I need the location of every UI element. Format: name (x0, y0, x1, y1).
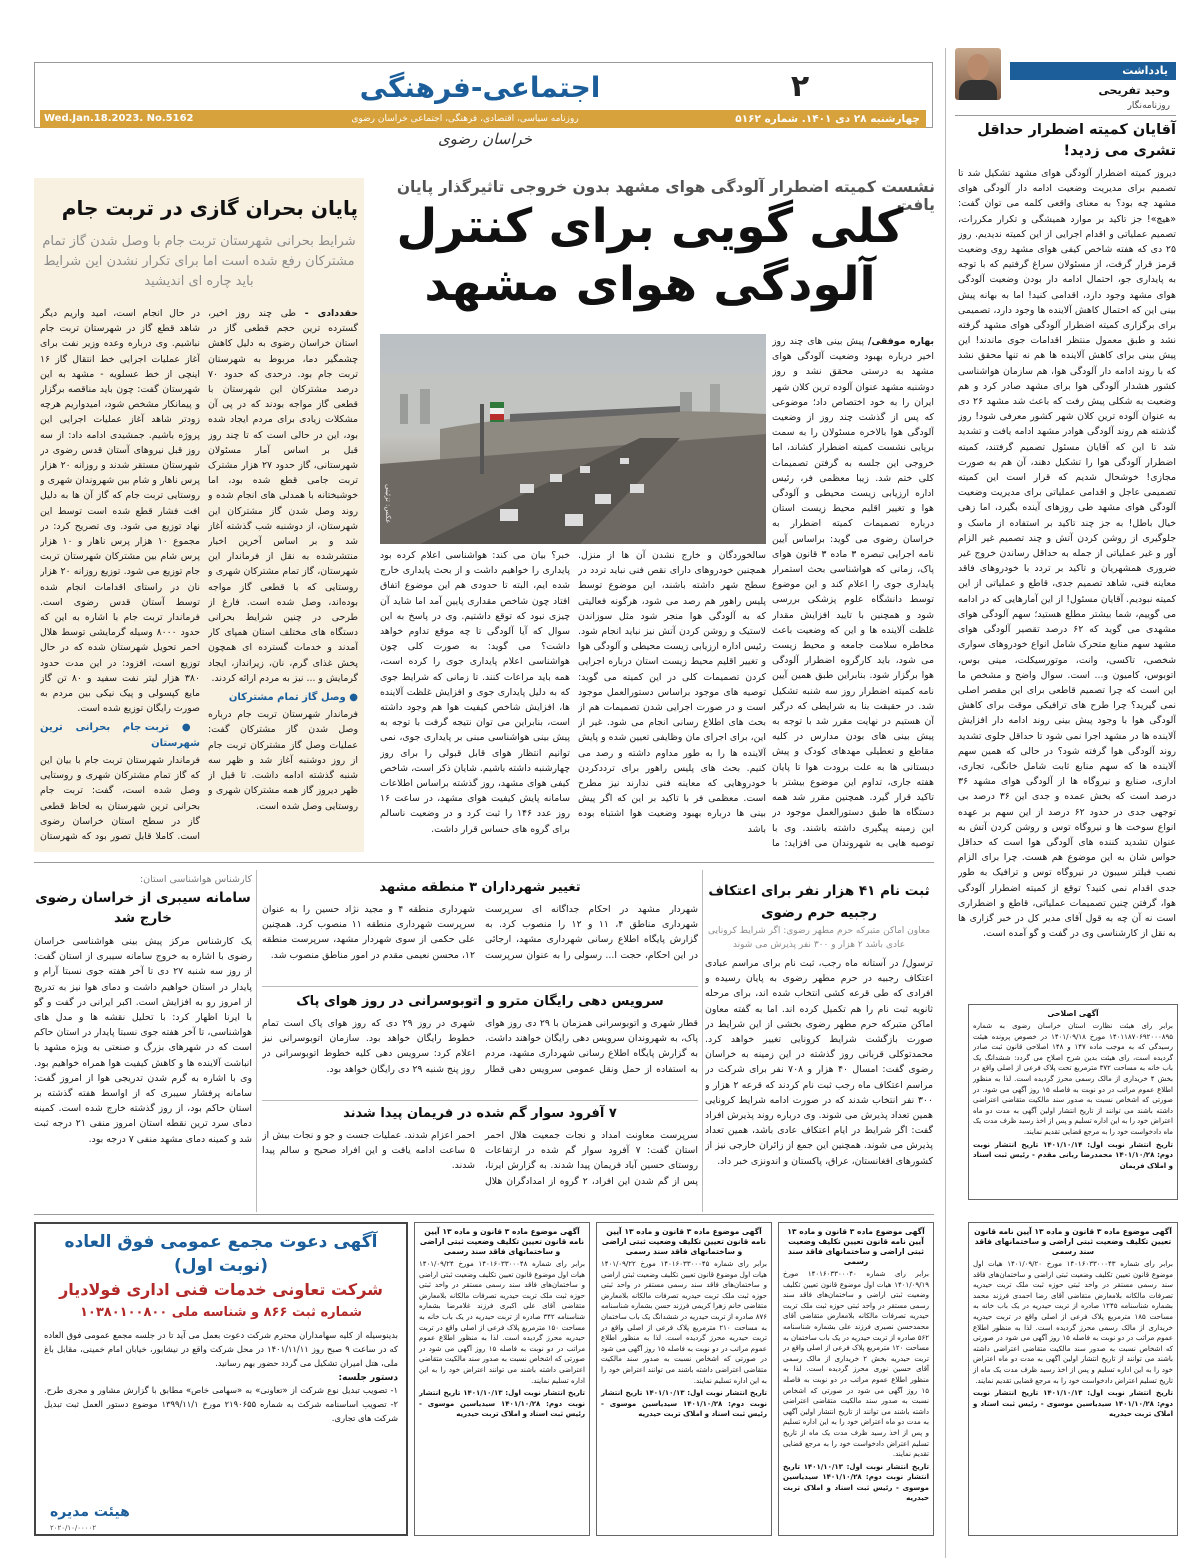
gas-subhead-1: ● وصل گاز تمام مشترکان (228, 692, 358, 704)
section-title: اجتماعی-فرهنگی (359, 71, 601, 104)
storyE-kicker: کارشناس هواشناسی استان: (139, 874, 252, 885)
storyE-rule (256, 870, 257, 1212)
storyA-title: ثبت نام ۴۱ هزار نفر برای اعتکاف رجبیه حرم رضوی (708, 883, 930, 921)
storyB-title: تغییر شهرداران ۳ منطقه مشهد (379, 880, 581, 895)
notice-footer: هیئت مدیره (50, 1504, 130, 1520)
column-author: وحید تفریحی (1098, 84, 1170, 97)
storyB-rule (262, 986, 698, 987)
paper-description: روزنامه سیاسی، اقتصادی، فرهنگی، اجتماعی خراسان رضوی (351, 114, 579, 124)
main-headline-2: آلودگی هوای مشهد (424, 257, 876, 312)
notice-code: ۲۰۲۰/۱۰/۰۰۰۰۲ (50, 1524, 97, 1532)
ad-2-body: برابر رای شماره ۱۴۰۱۶۰۳۳۰۰۰۴۳ مورخ ۱۴۰۱/۰۹/۲۰ هیات اول موضوع قانون تعیین تکلیف وضعیت ثبتی اراضی و ساختمان‌های فاقد سند رسمی مستقر در واحد ثبتی حوزه ثبت ملک تربت حیدریه تصرفات مالکانه بلامعارض متقاضی آقای رضا احمدی فرزند محمد بشماره شناسنامه ۱۲۴۵ صادره از تربت حیدریه در یک باب خانه به مساحت ۱۸۵ مترمربع پلاک فرعی از اصلی واقع در تربت حیدریه خریداری از مالک رسمی محرز گردیده است. لذا به منظور اطلاع عموم مراتب در دو نوبت به فاصله ۱۵ روز آگهی می شود در صورتی که اشخاص نسبت به صدور سند مالکیت متقاضی اعتراضی داشته باشند می توانند از تاریخ انتشار اولین آگهی به مدت دو ماه اعتراض خود را به این اداره تسلیم و پس از اخذ رسید ظرف مدت یک ماه از تاریخ تسلیم اعتراض دادخواست خود را به مرجع قضایی تقدیم نمایند. (973, 1260, 1174, 1385)
ad-correction-footer: تاریخ انتشار نوبت اول: ۱۴۰۱/۱۰/۱۴ تاریخ انتشار نوبت دوم: ۱۴۰۱/۱۰/۲۸ محمدرضا ربانی مقدم - رئیس ثبت اسناد و املاک فریمان (973, 1140, 1174, 1170)
storyD-title: ۷ آفرود سوار گم شده در فریمان پیدا شدند (343, 1106, 617, 1121)
ad-correction-title: آگهی اصلاحی (1047, 1009, 1099, 1018)
gas-col-b (40, 306, 200, 846)
notice-reg: شماره ثبت ۸۶۶ و شناسه ملی ۱۰۳۸۰۱۰۰۸۰۰ (80, 1305, 362, 1320)
main-col-3: خبر؟ بیان می کند: هواشناسی اعلام کرده بود پایداری را خواهیم داشت و از بحث پایداری خارج شده ایم، البته تا حدودی هم این موضوع اتفاق افتاد چون شاخص مقداری پایین آمد اما شاید آن چیزی نبود که توقع داشتیم. وی در پاسخ به این سوال که آیا آلودگی تا چه موقع تداوم خواهد داشت؟ می گوید: به صورت کلی چون هواشناسی اعلام پایداری جوی را کرده است، همه باید مراعات کنند. تا زمانی که شرایط جوی که به دلیل پایداری جوی و افزایش غلظت آلاینده ها، افزایش شاخص کیفیت هوا هم وجود داشته است، بنابراین می توان نتیجه گرفت با توجه به پیش بینی هواشناسی مبنی بر پایداری جوی، نمی توانیم انتظار هوای قابل قبولی را برای روز چهارشنبه داشته باشیم. شایان ذکر است، شاخص کیفی هوای مشهد، روز گذشته براساس اطلاعات سامانه پایش کیفیت هوای مشهد، در ساعت ۱۶ روز عدد ۱۴۶ را ثبت کرد و در وضعیت ناسالم برای گروه های حساس قرار داشت. (380, 550, 570, 835)
gas-subhead-2-text: تربت جام بحرانی ترین شهرستان (40, 722, 200, 749)
storyC-rule (262, 1100, 698, 1101)
storyE-title: سامانه سیبری از خراسان رضوی خارج شد (35, 890, 251, 926)
date-line: چهارشنبه ۲۸ دی ۱۴۰۱. شماره ۵۱۶۲ (735, 113, 920, 125)
storyE-body: یک کارشناس مرکز پیش بینی هواشناسی خراسان رضوی با اشاره به خروج سامانه سیبری از استان گفت: از روز سه شنبه ۲۷ دی تا آخر هفته جوی نسبتا آرام و پایدار در استان خواهیم داشت و دمای هوا نیز به تدریج از امروز رو به افزایش است. اکبر ایرانی در گفت و گو با ایرنا اظهار کرد: با تحلیل نقشه ها و مدل های هواشناسی، تا آخر هفته جوی نسبتا پایدار در استان حاکم است که در شهرهای بزرگ و صنعتی به ویژه مشهد با انباشت آلاینده ها و کاهش کیفیت هوا همراه خواهیم بود. وی با اشاره به گرم شدن تدریجی هوا از امروز گفت: سامانه پرفشار سیبری که از اواسط هفته گذشته بر استان حاکم بود، از روز گذشته خارج شده است. کمینه دمای سرد ترین نقطه استان امروز منفی ۲۱ درجه ثبت شد و کمینه دمای مشهد منفی ۷ درجه بود. (34, 936, 252, 1145)
ad-box-1 (778, 1222, 934, 1536)
gas-subhead-2: ● تربت جام بحرانی ترین شهرستان (40, 722, 200, 749)
column-rule (945, 48, 946, 1558)
notice-company: شرکت تعاونی خدمات فنی اداری فولادیار (59, 1280, 383, 1299)
ad-4-title: آگهی موضوع ماده ۳ قانون و ماده ۱۳ آیین نامه قانون تعیین تکلیف وضعیت ثبتی اراضی و ساختمانهای فاقد سند رسمی (419, 1227, 585, 1256)
column-label-text: یادداشت (1122, 64, 1168, 77)
gas-col-b2-text: فرماندار شهرستان تربت جام با بیان این که گاز تمام مشترکان شهری و روستایی وصل شده است، گفت: تربت جام بحرانی ترین شهرستان به لحاظ قطعی گاز در سطح استان خراسان رضوی است. کاملا قابل تصور بود که شهرستان (40, 754, 200, 842)
storyA-lead: معاون اماکن متبرکه حرم مطهر رضوی: اگر شرایط کرونایی عادی باشد ۲ هزار و ۳۰۰ نفر پذیرش می شوند (707, 926, 931, 950)
ad-3-title: آگهی موضوع ماده ۳ قانون و ماده ۱۳ آیین نامه قانون تعیین تکلیف وضعیت ثبتی اراضی و ساختمانهای فاقد سند رسمی (601, 1227, 767, 1256)
avatar-body (959, 80, 997, 100)
column-label (1010, 62, 1176, 80)
ad-1-footer: تاریخ انتشار نوبت اول: ۱۴۰۱/۱۰/۱۳ تاریخ انتشار نوبت دوم: ۱۴۰۱/۱۰/۲۸ سیدیاسین موسوی - رئیس ثبت اسناد و املاک تربت حیدریه (783, 1462, 929, 1503)
photo-credit: عکس: تزئینی (384, 484, 392, 524)
ad-1-body: برابر رای شماره ۱۴۰۱۶۰۳۳۰۰۰۴۰ مورخ ۱۴۰۱/۰۹/۱۹ هیات اول موضوع قانون تعیین تکلیف وضعیت ثبتی اراضی و ساختمان‌های فاقد سند رسمی مستقر در واحد ثبتی حوزه ثبت ملک تربت حیدریه تصرفات مالکانه بلامعارض متقاضی آقای محمدحسن نصیری فرزند علی بشماره شناسنامه ۵۶۲ صادره از تربت حیدریه در یک باب ساختمان به مساحت ۱۲۰ مترمربع پلاک فرعی از اصلی واقع در تربت حیدریه بخش ۲ خریداری از مالک رسمی آقای حسین نوری محرز گردیده است. لذا به منظور اطلاع عموم مراتب در دو نوبت به فاصله ۱۵ روز آگهی می شود در صورتی که اشخاص نسبت به صدور سند مالکیت متقاضی اعتراضی داشته باشند می توانند از تاریخ انتشار اولین آگهی به مدت دو ماه اعتراض خود را به این اداره تسلیم و پس از اخذ رسید ظرف مدت یک ماه از تاریخ تسلیم اعتراض دادخواست خود را به مرجع قضایی تقدیم نمایند. (783, 1270, 929, 1459)
main-col-1-text: پیش بینی های چند روز اخیر درباره بهبود وضعیت آلودگی هوای مشهد به درستی محقق نشد و روز دوشنبه مشهد عنوان آلوده ترین کلان شهر ایران را به خود اختصاص داد؛ موضوعی که پس از گذشت چند روز از وضعیت آلودگی هوا بالاخره مسئولان را به سمت برپایی نشست کمیته اضطرار کشاند، اما خروجی این جلسه به گرفتن تصمیمات کلی ختم شد. زیبا معظمی فر، رئیس اداره ارزیابی زیست محیطی و آلودگی هوا و تغییر اقلیم محیط زیست استان درباره تصمیمات کمیته اضطرار به خراسان رضوی می گوید: براساس آیین نامه اجرایی تبصره ۳ ماده ۳ قانون هوای پاک، زمانی که هواشناسی بحث استمرار پایداری جوی را اعلام کند و این موضوع توسط دانشگاه علوم پزشکی بررسی شود و همچنین با تایید افزایش مقدار غلظت آلاینده ها و این که وضعیت باعث مخاطره سلامت جامعه و محیط زیست می شود، باید کارگروه اضطرار آلودگی هوا برگزار شود. بنابراین طبق همین آیین نامه کمیته اضطرار روز سه شنبه تشکیل شد. در حقیقت بنا به شرایطی که درگیر آن هستیم در نهایت مقرر شد با توجه به پیش بینی های بودن مدارس در کلیه مقاطع و تعطیلی مهدهای کودک و پیش دبستانی ها به علت برودت هوا تا پایان هفته جاری، تداوم این موضوع بیشتر با تاکید قرار گیرد. همچنین مقرر شد همه دستگاه ها طبق دستورالعمل موجود در این زمینه پیگیری داشته باشند. وی با توصیه هایی به شهروندان می افزاید: ما (772, 336, 934, 849)
page-number: ۲ (790, 69, 810, 104)
notice-agenda: ۱- تصویب تبدیل نوع شرکت از «تعاونی» به «سهامی خاص» مطابق با گزارش مشاور و مجری طرح. ۲- تصویب اساسنامه شرکت به شماره ۲۱۹۰۶۵۵ مورخ ۱۳۹۹/۱۱/۱ موضوع دستور العمل ثبت تبدیل شرکت های تجاری. (44, 1385, 398, 1423)
photo-scene-icon (380, 334, 766, 544)
gas-col-a2-text: فرماندار شهرستان تربت جام درباره وصل شدن گاز مشترکان گفت: عملیات وصل گاز مشترکان تربت جام از روز دوشنبه آغاز شد و ظهر سه شنبه گذشته ادامه داشت. تا قبل از ظهر دیروز گاز همه مشترکان شهری و روستایی وصل شده است. (208, 709, 358, 812)
ad-4-body: برابر رای شماره ۱۴۰۱۶۰۳۳۰۰۰۴۸ مورخ ۱۴۰۱/۰۹/۲۴ هیات اول موضوع قانون تعیین تکلیف وضعیت ثبتی اراضی و ساختمان‌های فاقد سند رسمی مستقر در واحد ثبتی حوزه ثبت ملک تربت حیدریه تصرفات مالکانه بلامعارض متقاضی آقای علی اکبری فرزند غلامرضا بشماره شناسنامه ۳۴۲ صادره از تربت حیدریه در یک باب خانه به مساحت ۱۵۰ مترمربع پلاک فرعی از اصلی واقع در تربت حیدریه محرز گردیده است. لذا به منظور اطلاع عموم مراتب در دو نوبت به فاصله ۱۵ روز آگهی می شود در صورتی که اشخاص نسبت به صدور سند مالکیت متقاضی اعتراضی داشته باشند می توانند اعتراض خود را به این اداره تسلیم نمایند. (419, 1260, 586, 1385)
ad-2-title: آگهی موضوع ماده ۳ قانون و ماده ۱۳ آیین نامه قانون تعیین تکلیف وضعیت ثبتی اراضی و ساختمانهای فاقد سند رسمی (974, 1227, 1172, 1256)
storyC-title: سرویس دهی رایگان مترو و اتوبوسرانی در روز هوای پاک (296, 994, 664, 1009)
ad-box-2 (968, 1222, 1178, 1536)
ad-2-footer: تاریخ انتشار نوبت اول: ۱۴۰۱/۱۰/۱۳ تاریخ انتشار نوبت دوم: ۱۴۰۱/۱۰/۲۸ سیدیاسین موسوی - رئیس ثبت اسناد و املاک تربت حیدریه (973, 1389, 1174, 1419)
gas-col-b-text: در حال انجام است، امید واریم دیگر شاهد قطع گاز در شهرستان تربت جام نباشیم. وی درباره وعده وزیر نفت برای آغاز عملیات اجرایی خط انتقال گاز ۱۶ اینچی از خط عسلویه - مشهد به این شهرستان گفت: چون باید مناقصه برگزار و پیمانکار مشخص شود، امیدواریم هرچه زودتر شاهد آغاز عملیات اجرایی این پروژه باشیم. جمشیدی ادامه داد: از سه روز قبل نیروهای آستان قدس رضوی در شهرستان مستقر شدند و روزانه ۲۰ هزار پرس ناهار و شام بین شهروندان شهری و روستایی تربت جام که گاز آن ها به دلیل افت فشار قطع شده است توسط این نهاد توزیع می شود. وی تصریح کرد: در مجموع ۱۰ هزار پرس ناهار و ۱۰ هزار پرس شام بین مشترکان شهرستان تربت جام توزیع می شود. توزیع روزانه ۲۰ هزار نان در راستای اقدامات انجام شده توسط آستان قدس رضوی است. فرماندار تربت جام با اشاره به این که حدود ۸۰۰۰ وسیله گرمایشی توسط هلال احمر تحویل شهرستان شده که در حال توزیع است، افزود: در این مدت حدود ۳۸۰ هزار لیتر نفت سفید و ۸۰ تن گاز مایع کپسولی و پیک نیکی بین مردم به صورت رایگان توزیع شده است. (40, 308, 200, 715)
ad-3-footer: تاریخ انتشار نوبت اول: ۱۴۰۱/۱۰/۱۳ تاریخ انتشار نوبت دوم: ۱۴۰۱/۱۰/۲۸ سیدیاسین موسوی - رئیس ثبت اسناد و املاک تربت حیدریه (601, 1389, 767, 1419)
ad-correction (968, 1004, 1178, 1200)
paper-logo: خراسان رضوی (437, 130, 533, 148)
ad-4-footer: تاریخ انتشار نوبت اول: ۱۴۰۱/۱۰/۱۳ تاریخ انتشار نوبت دوم: ۱۴۰۱/۱۰/۲۸ سیدیاسین موسوی - رئیس ثبت اسناد و املاک تربت حیدریه (419, 1389, 585, 1419)
pollution-photo (380, 334, 766, 544)
storyA-body: ترسول/ در آستانه ماه رجب، ثبت نام برای مراسم عبادی اعتکاف رجبیه در حرم مطهر رضوی به پایان رسیده و افرادی که طی قرعه کشی انتخاب شده اند، برای مرحله ثانویه ثبت نام را هم تکمیل کرده اند. اما به گفته معاون اماکن متبرکه حرم مطهر رضوی بخشی از این شرایط در صورت بازگشت شرایط کرونایی تغییر خواهد کرد. محمدتوکلی قربانی روز گذشته در این زمینه به خراسان رضوی گفت: امسال ۴۰ هزار و ۷۰۸ نفر برای شرکت در مراسم اعتکاف ماه رجب ثبت نام کردند که قرعه ۲ هزار و ۳۰۰ نفر انتخاب شدند که در صورت ادامه شرایط کرونایی همین تعداد پذیرش می شوند. وی درباره روند پذیرش افراد گفت: اگر شرایط در ایام اعتکاف عادی باشد، همین تعداد پذیرش می شوند. همچنین این جمع از زائران خارجی نیز از کشورهای افغانستان، عراق، پاکستان و اندونزی خبر داد. (705, 958, 933, 1167)
english-date: Wed.Jan.18.2023. No.5162 (44, 113, 194, 124)
gas-title: پایان بحران گازی در تربت جام (61, 196, 358, 220)
avatar-head (967, 54, 989, 80)
ads-rule (34, 1214, 934, 1215)
ad-correction-body: برابر رای هیئت نظارت استان خراسان رضوی به شماره ۱۴۰۱۱۸۷۰۶۹۲۰۰۰۸۹۵ مورخ ۱۴۰۱/۰۹/۱۸ در خصوص پرونده هیئت رسیدگی که به موجب ماده ۱۴۷ و ۱۴۸ اصلاحی قانون ثبت صادر گردیده است، رای هیئت بدین شرح اصلاح می گردد: ششدانگ یک باب خانه به مساحت ۳۷۲ مترمربع تحت پلاک فرعی از اصلی واقع در بخش ۴ خریداری از مالک رسمی محرز گردیده است. لذا به منظور اطلاع عموم مراتب در دو نوبت به فاصله ۱۵ روز آگهی می شود. در صورتی که اشخاص نسبت به صدور سند مالکیت متقاضی اعتراضی داشته باشند می توانند از تاریخ انتشار اولین آگهی به مدت دو ماه اعتراض خود را به این اداره تسلیم و پس از اخذ رسید ظرف مدت یک ماه دادخواست خود را به مرجع قضایی تقدیم نمایند. (973, 1022, 1173, 1136)
notice-body: بدینوسیله از کلیه سهامداران محترم شرکت دعوت بعمل می آید تا در جلسه مجمع عمومی فوق العاده که در ساعت ۹ صبح روز ۱۴۰۱/۱۱/۱۱ در محل شرکت واقع در نیشابور، خیابان امام خمینی، مقابل باغ ملی، هتل امیران تشکیل می گردد حضور بهم رسانید. (44, 1330, 398, 1368)
storyC-body: قطار شهری و اتوبوسرانی همزمان با ۲۹ دی روز هوای پاک، به شهروندان سرویس دهی رایگان خواهند داشت. به گزارش پایگاه اطلاع رسانی شهرداری مشهد، مردم به استفاده از حمل ونقل عمومی سرویس دهی قطار شهری در روز ۲۹ دی که روز هوای پاک است تمام خطوط رایگان خواهد بود. سازمان اتوبوسرانی نیز اعلام کرد: سرویس دهی کلیه خطوط اتوبوسرانی در روز پنج شنبه ۲۹ دی رایگان خواهد بود. (262, 1018, 698, 1075)
gas-col-a (208, 306, 358, 846)
notice-agenda-label: دستور جلسه: (338, 1373, 398, 1383)
main-headline-1: کلی گویی برای کنترل (396, 199, 904, 254)
notice-box (34, 1222, 408, 1536)
ad-box-3 (596, 1222, 772, 1536)
mid-rule (34, 862, 934, 863)
notice-title: آگهی دعوت مجمع عمومی فوق العاده (نوبت اول) (64, 1232, 378, 1276)
storyB-body: شهردار مشهد در احکام جداگانه ای سرپرست شهرداری مناطق ۴، ۱۱ و ۱۲ را منصوب کرد. به گزارش پایگاه اطلاع رسانی شهرداری مشهد، ارجائی در این احکام، حجت ا... رسولی را به عنوان سرپرست شهرداری منطقه ۴ و مجید نژاد حسین را به عنوان سرپرست شهرداری منطقه ۱۱ منصوب کرد. همچنین علی حکمی از سوی شهردار مشهد، سرپرست منطقه ۱۲، محسن نعیمی مقدم در امور مناطق منصوب شد. (262, 904, 698, 961)
main-kicker: نشست کمیته اضطرار آلودگی هوای مشهد بدون خروجی تاثیرگذار پایان یافت (396, 178, 935, 214)
gas-lead: شرایط بحرانی شهرستان تربت جام با وصل شدن گاز تمام مشترکان رفع شده است اما برای تکرار نشدن این شرایط باید چاره ای اندیشید (42, 234, 356, 289)
main-byline: بهاره موفقی/ (868, 336, 934, 347)
author-avatar (955, 48, 1001, 100)
storyD-body: سرپرست معاونت امداد و نجات جمعیت هلال احمر استان گفت: ۷ آفرود سوار گم شده در ارتفاعات روستای حسین آباد فریمان پیدا شدند. به گزارش ایرنا، پس از گم شدن این افراد، ۲ گروه از امدادگران هلال احمر اعزام شدند. عملیات جست و جو و نجات بیش از ۵ ساعت ادامه یافت و این افراد صحیح و سالم پیدا شدند. (262, 1130, 698, 1187)
column-body: دیروز کمیته اضطرار آلودگی هوای مشهد تشکیل شد تا تصمیم برای مدیریت وضعیت ادامه دار آلودگی هوای مشهد چه بود؟ به معنای واقعی کلمه می توان گفت: «هیچ»! جز تاکید بر موارد همیشگی و تکرار مکررات، تصمیم عملیاتی و اقدام اجرایی از این کمیته ندیدیم. روز ۲۵ دی که هفته شاخص کیفی هوای مشهد روی وضعیت قرمز قرار گرفت، از مسئولان سراغ گرفتیم که با توجه به پایداری جو، احتمال ادامه دار بودن وضعیت آلودگی هوای مشهد وجود دارد، اقدامی کنید! اما به بهانه پیش بینی این که احتمال کاهش آلاینده ها وجود دارد، تصمیمی برای برگزاری کمیته اضطرار آلودگی هوای مشهد گرفته نشد و طبق معمول منتظر اقدامات جوی ماندند! این پیش بینی برای کاهش آلاینده ها هم نه تنها محقق نشد که با روند ادامه دار آلودگی هوا، هم سازمان هواشناسی کشور هشدار آلودگی هوا برای مشهد صادر کرد و هم وضعیت به شکلی پیش رفت که باعث شد مشهد ۲۶ دی به عنوان آلوده ترین کلان شهر کشور معرفی شود! روز گذشته هم روند آلودگی هوادر مشهد ادامه یافت و تشدید شد تا این که آقایان مسئول تصمیم گرفتند، کمیته اضطرار آلودگی هوا را تشکیل دهند، آن هم به صورت مجازی! خوشحال شدیم که قرار است این کمیته تصمیمی عاجل و اقدامی عملیاتی برای مدیریت وضعیت آلودگی هوای مشهد طی روزهای آینده بگیرد، اما زهی خیال باطل! به جز چند تاکید بر استفاده از ماسک و جلوگیری از روشن کردن آتش و چند تصمیم غیر الزام آور و غیر عملیاتی از جمله به حداقل رساندن خروج غیر ضروری همشهریان و تاکید بر تردد با خودروهای فاقد معاینه فنی، شاهد تصمیم جدی، قاطع و عملیاتی از این کمیته نبودیم. آقایان مسئول! از این آمارهایی که در ادامه می گوییم، شما بیشتر مطلع هستید؛ سهم آلودگی هوای مشهدی می گوید که ۶۲ درصد تقصیر آلودگی هوای مشهد سهم منابع متحرک شامل انواع خودروهای سواری شخصی، تاکسی، وانت، موتورسیکلت، مینی بوس، اتوبوس، کامیون و... است. سوال واضح و مشخص ما این است که چرا تصمیم قاطعی برای این مقصر اصلی نمی گیرید؟ چرا طرح های ترافیکی موقت برای کاهش آلودگی هوا با وجود پیش بینی روند ادامه دار افزایش آلاینده ها در مشهد اجرا نمی شود تا حداقل جلوی تشدید روند آلودگی هوا گرفته شود؟ در حالی که همین سهم آلاینده ها که سهم منابع ثابت شامل خانگی، تجاری، اداری، صنایع و نیروگاه ها از آلودگی هوای مشهد ۳۶ درصد است که بخش عمده و جدی این ۳۶ درصد بی توجهی جدی در حدود ۶۲ درصد از این سهم بر عهده انواع سوخت ها و نیروگاه توس و روشن کردن آتش به عنوان تشدید کننده های آلودگی هوا است که حداقل حواس شان به این موضوع هم هست. چرا برای الزام نصب فیلتر سیبون در نیروگاه توس و ترافیک به طور جدی اقدام نمی کنید؟ توقع از کمیته اضطرار آلودگی هوا، گرفتن چنین تصمیمات عملیاتی، قاطع و اضطراری است نه آن چه به قول آقای مدیر کل در خبر گزاری ها به نقل از کارشناسی وی در گفت و گو آمده است. (958, 168, 1176, 940)
ad-3-body: برابر رای شماره ۱۴۰۱۶۰۳۳۰۰۰۴۵ مورخ ۱۴۰۱/۰۹/۲۲ هیات اول موضوع قانون تعیین تکلیف وضعیت ثبتی اراضی و ساختمان‌های فاقد سند رسمی مستقر در واحد ثبتی حوزه ثبت ملک تربت حیدریه تصرفات مالکانه بلامعارض متقاضی خانم زهرا کریمی فرزند حسن بشماره شناسنامه ۸۷۶ صادره از تربت حیدریه در ششدانگ یک باب ساختمان به مساحت ۲۱۰ مترمربع پلاک فرعی از اصلی واقع در تربت حیدریه محرز گردیده است. لذا به منظور اطلاع عموم مراتب در دو نوبت به فاصله ۱۵ روز آگهی می شود در صورتی که اشخاص نسبت به صدور سند مالکیت متقاضی اعتراضی داشته باشند می توانند اعتراض خود را به این اداره تسلیم نمایند. (601, 1260, 768, 1385)
main-col-2: سالخوردگان و خارج نشدن آن ها از منزل. همچنین خودروهای دارای نقص فنی نباید تردد در سطح شهر داشته باشند، این موضوع توسط پلیس راهور هم رصد می شود، هرگونه فعالیتی که به آلودگی هوا منجر شود مثل سوزاندن لاستیک و روشن کردن آتش نیز نباید انجام شود. رئیس اداره ارزیابی زیست محیطی و آلودگی هوا و تغییر اقلیم محیط زیست استان درباره اجرایی کردن تصمیمات کلی در این کمیته می گوید: توصیه های موجود براساس دستورالعمل موجود است و در صورت اجرایی شدن تصمیمات هم از بحث های اطلاع رسانی انجام می شود. غیر از این، برای اجرای مان وظایفی تعیین شده و پایش آلاینده ها را به طور مداوم داشته و رصد می کنیم. بحث های پلیس راهور برای ترددکردن خودروهایی که معاینه فنی ندارند نیز مطرح است. معظمی فر با تاکید بر این که اگر پیش بینی ها درباره بهبود وضعیت هوا اشتباه بوده باشد (578, 550, 766, 835)
column-title: آقایان کمیته اضطرار حداقل تشری می زدید! (977, 122, 1176, 159)
main-col-1 (772, 334, 934, 854)
gas-subhead-1-text: وصل گاز تمام مشترکان (228, 692, 346, 704)
ad-box-4 (414, 1222, 590, 1536)
gas-col-a-text: طی چند روز اخیر، گسترده ترین حجم قطعی گاز در استان خراسان رضوی به دلیل کاهش چشمگیر دما، مربوط به شهرستان تربت جام بود. درحدی که حدود ۷۰ درصد مشترکان این شهرستان با قطعی گاز مواجه بودند که در پی آن مشکلات زیادی برای مردم ایجاد شده بود، این در حالی است که تا چند روز قبل بر اساس آمار مسئولان شهرستانی، گاز حدود ۲۷ هزار مشترک تربت جامی قطع شده بود، اما خوشبختانه با همدلی های انجام شده و روند وصل شدن گاز مشترکان این شهرستان، از دوشنبه شب گذشته آغاز شد و بر اساس آخرین اخبار منتشرشده به نقل از فرماندار این شهرستان، گاز تمام مشترکان شهری و روستایی که با قطعی گاز مواجه بوده‌اند، وصل شده است. فارغ از طرحی در چنین شرایط بحرانی دستگاه های مختلف استان همپای کار آمدند و خدمات گسترده ای همچون پخش غذای گرم، نان، زیرانداز، ایجاد گرمایش و ... نیز به مردم ارائه کردند. (208, 308, 358, 684)
storyA-rule (702, 870, 703, 1212)
column-divider (955, 115, 1176, 116)
column-author-role: روزنامه‌نگار (1127, 101, 1170, 111)
gas-byline: حقددادی - (304, 308, 358, 319)
ad-1-title: آگهی موضوع ماده ۳ قانون و ماده ۱۳ آیین نامه قانون تعیین تکلیف وضعیت ثبتی اراضی و ساختمانهای فاقد سند رسمی (787, 1227, 925, 1266)
